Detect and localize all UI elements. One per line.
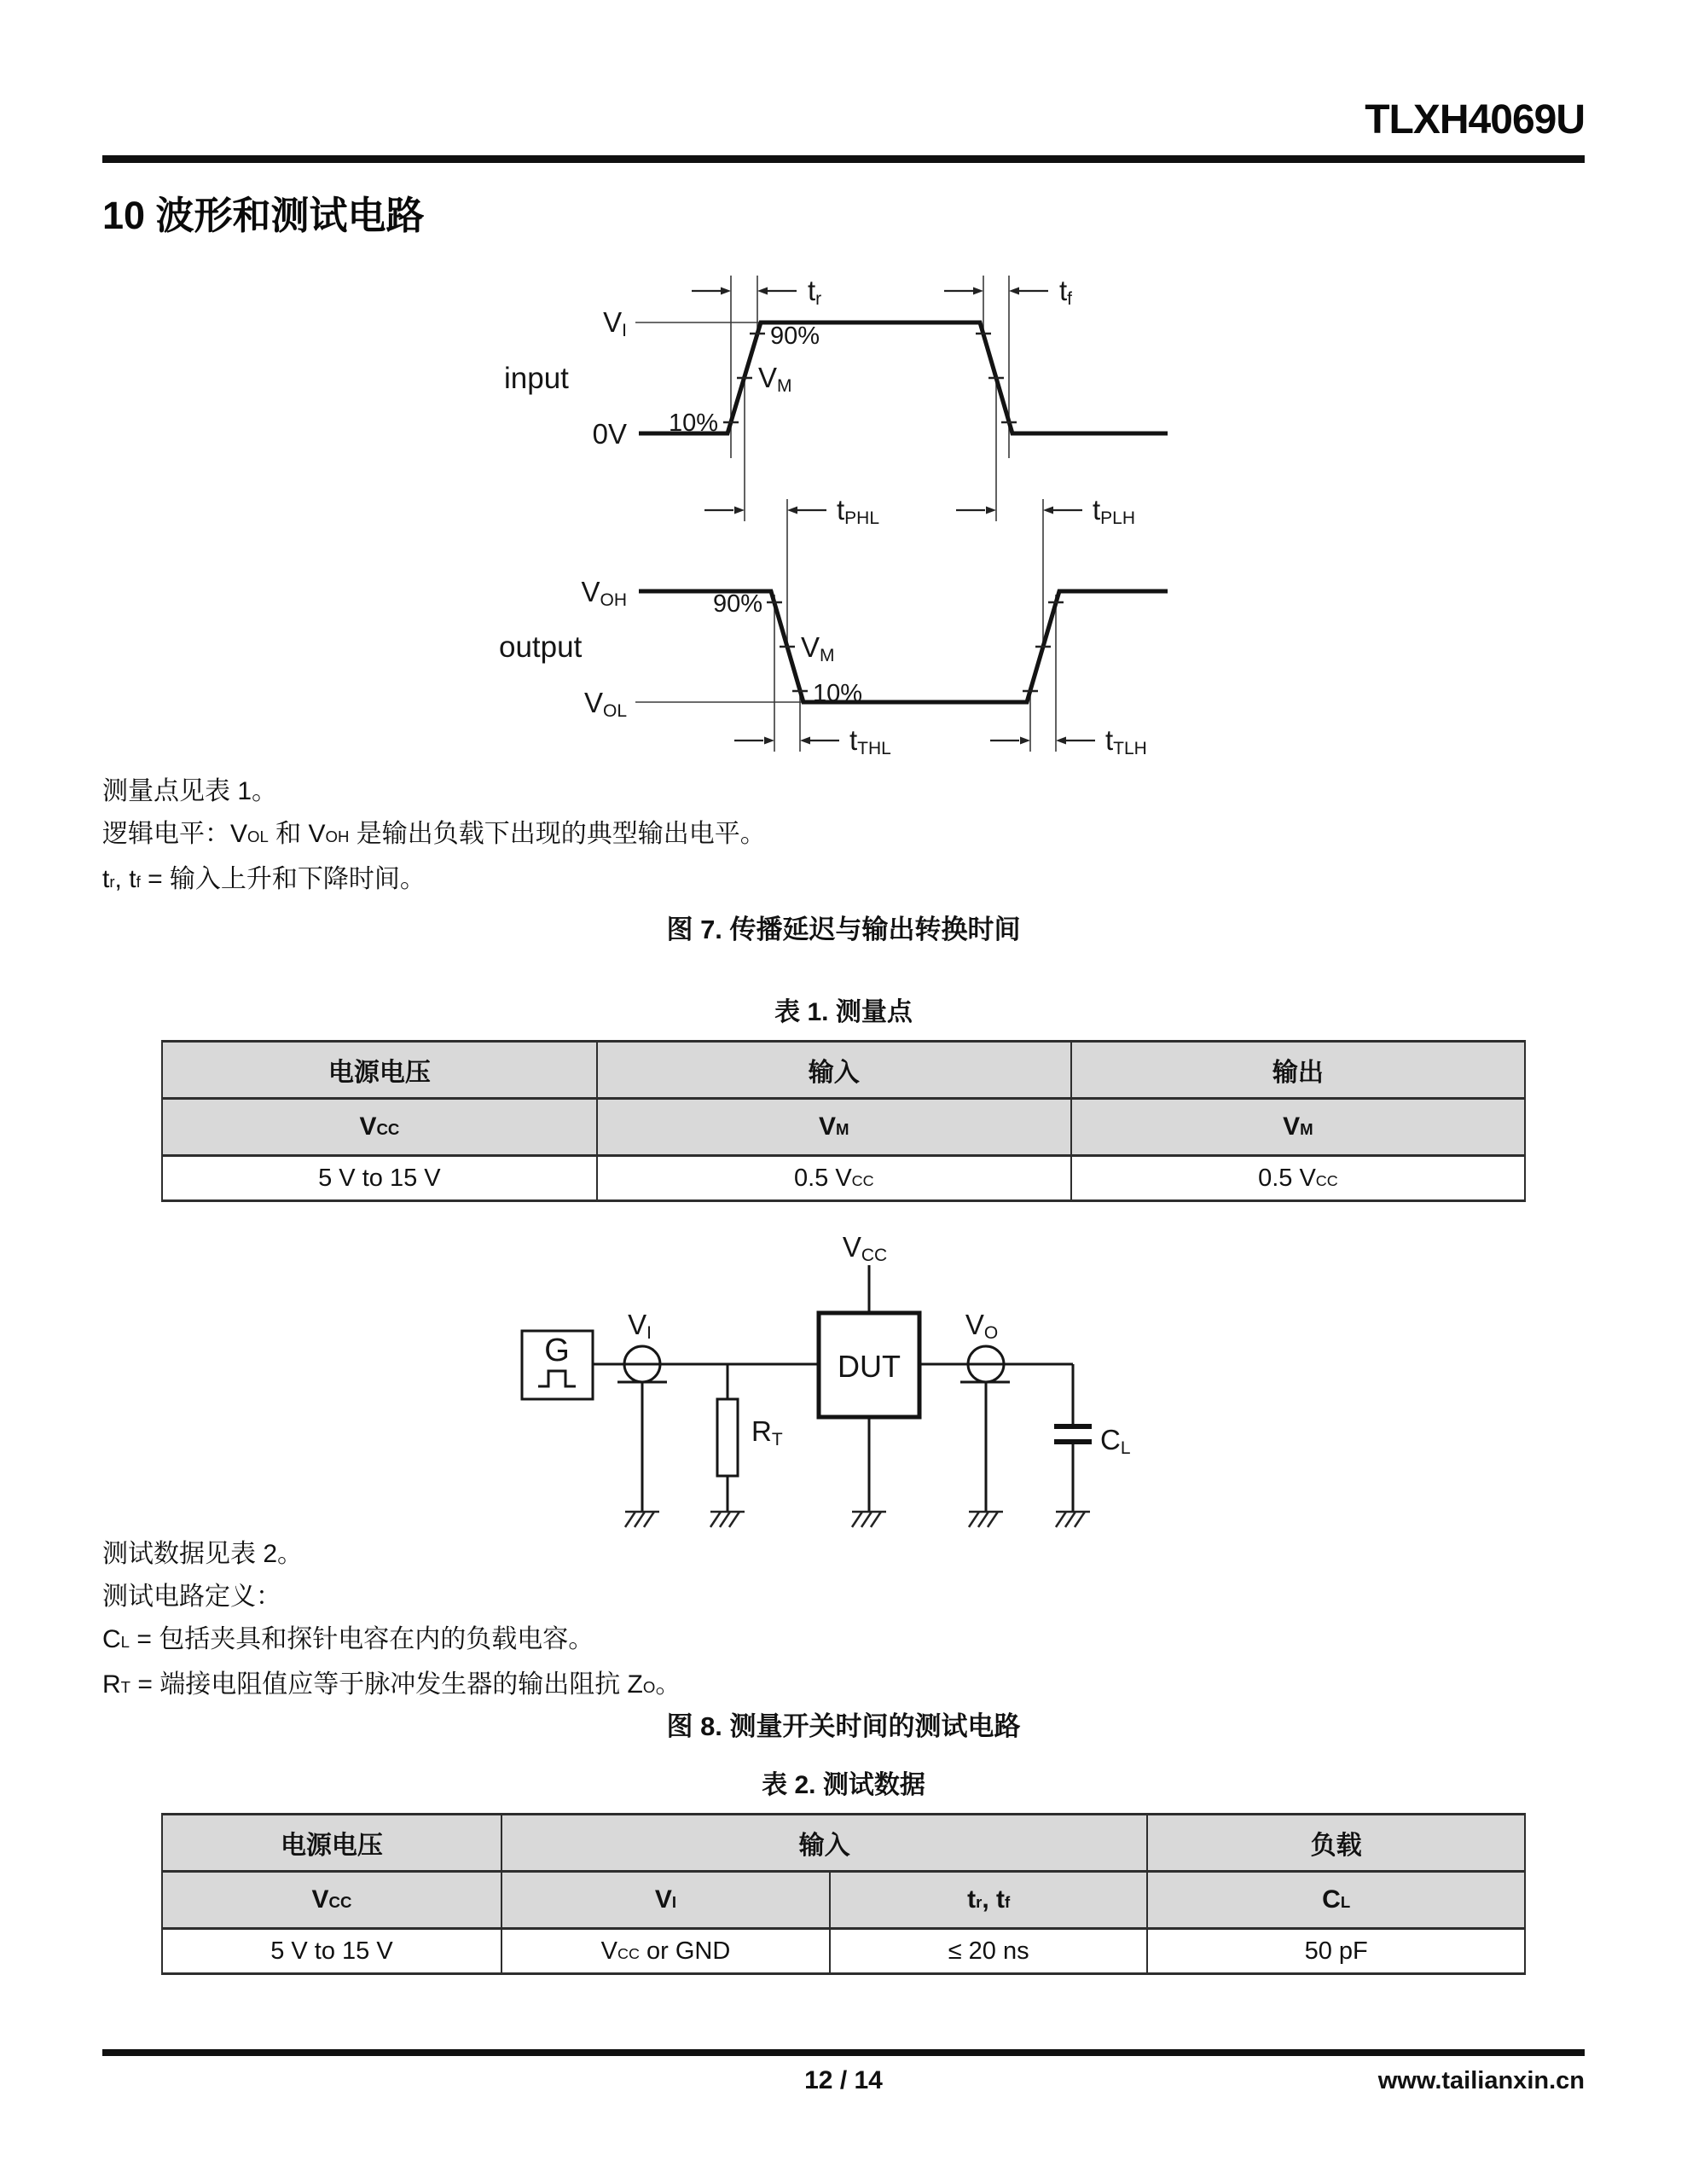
- th-vcc: VCC: [162, 1099, 597, 1156]
- label-0v: 0V: [592, 418, 627, 450]
- table-row: [162, 1099, 1525, 1156]
- tthl-dimension: [734, 724, 891, 758]
- figure7-notes: [102, 770, 1585, 903]
- label-tplh: tPLH: [1093, 494, 1136, 528]
- th-vi: VI: [501, 1872, 830, 1929]
- table-row: [162, 1872, 1525, 1929]
- table-row: [162, 1042, 1525, 1099]
- label-vi: VI: [603, 306, 627, 340]
- th-supply-voltage: 电源电压: [162, 1815, 501, 1872]
- label-vo: VO: [965, 1309, 999, 1343]
- label-tr: tr: [808, 275, 822, 309]
- label-tphl: tPHL: [837, 494, 880, 528]
- label-10pct-output: 10%: [813, 680, 863, 707]
- th-supply-voltage: 电源电压: [162, 1042, 597, 1099]
- cell-vi-value: VCC or GND: [501, 1929, 830, 1974]
- note-measurement-points: 测量点见表 1。: [102, 777, 278, 805]
- dut-box: [819, 1231, 919, 1417]
- figure7-caption: 图 7. 传播延迟与输出转换时间: [666, 915, 1021, 944]
- th-input: 输入: [597, 1042, 1071, 1099]
- figure8-caption: 图 8. 测量开关时间的测试电路: [666, 1711, 1021, 1741]
- page-header: [102, 0, 1585, 163]
- label-vol: VOL: [583, 687, 627, 721]
- table-row: [162, 1156, 1525, 1201]
- section-title: 10 波形和测试电路: [102, 194, 425, 237]
- label-vm-output: VM: [801, 631, 835, 665]
- label-vm-input: VM: [758, 362, 792, 396]
- rt-resistor: [717, 1399, 783, 1476]
- label-voh: VOH: [581, 576, 627, 610]
- th-vcc: VCC: [162, 1872, 501, 1929]
- th-tr-tf: tr, tf: [830, 1872, 1147, 1929]
- note-cl-def: CL = 包括夹具和探针电容在内的负载电容。: [102, 1625, 594, 1653]
- label-10pct-input: 10%: [668, 410, 718, 437]
- th-load: 负载: [1147, 1815, 1525, 1872]
- label-tthl: tTHL: [849, 724, 891, 758]
- label-vcc: VCC: [842, 1231, 888, 1265]
- figure7-waveform-diagram: [468, 250, 1219, 762]
- part-number-title: TLXH4069U: [1365, 97, 1585, 142]
- ground-symbols: [625, 1512, 1090, 1527]
- pulse-generator: [522, 1331, 593, 1399]
- header-rule: [102, 155, 1585, 163]
- table-row: [162, 1815, 1525, 1872]
- cell-vcc-range: 5 V to 15 V: [162, 1156, 597, 1201]
- label-dut: DUT: [838, 1349, 901, 1384]
- cell-trtf-value: ≤ 20 ns: [830, 1929, 1147, 1974]
- note-rise-fall: tr, tf = 输入上升和下降时间。: [102, 865, 426, 893]
- website-url: www.tailianxin.cn: [1377, 2067, 1585, 2094]
- tf-dimension: [944, 275, 1072, 309]
- pulse-icon: [538, 1371, 576, 1386]
- cell-cl-value: 50 pF: [1147, 1929, 1525, 1974]
- label-cl: CL: [1100, 1424, 1131, 1458]
- th-vm-output: VM: [1071, 1099, 1525, 1156]
- label-vi-probe: VI: [628, 1309, 652, 1343]
- label-tf: tf: [1059, 275, 1073, 309]
- label-input: input: [504, 362, 569, 395]
- cell-vm-input: 0.5 VCC: [597, 1156, 1071, 1201]
- vo-probe: [960, 1309, 1010, 1382]
- th-input: 输入: [501, 1815, 1147, 1872]
- note-circuit-defs: 测试电路定义：: [102, 1583, 281, 1611]
- label-ttlh: tTLH: [1105, 724, 1147, 758]
- label-rt: RT: [751, 1415, 783, 1449]
- input-waveform: [639, 322, 1168, 433]
- page-footer: [102, 2049, 1585, 2102]
- footer-rule: [102, 2049, 1585, 2056]
- tr-dimension: [692, 275, 821, 309]
- vi-probe: [617, 1309, 667, 1382]
- table2-caption: 表 2. 测试数据: [762, 1771, 925, 1799]
- cell-vm-output: 0.5 VCC: [1071, 1156, 1525, 1201]
- th-vm-input: VM: [597, 1099, 1071, 1156]
- label-output: output: [499, 630, 583, 664]
- figure8-notes: [102, 1533, 1585, 1709]
- tphl-dimension: [704, 494, 879, 528]
- ttlh-dimension: [990, 724, 1147, 758]
- label-generator: G: [544, 1333, 570, 1368]
- circuit-wires: [593, 1265, 1073, 1512]
- note-rt-def: RT = 端接电阻值应等于脉冲发生器的输出阻抗 ZO。: [102, 1670, 681, 1699]
- th-output: 输出: [1071, 1042, 1525, 1099]
- table-row: [162, 1929, 1525, 1974]
- table2-test-data: [161, 1813, 1526, 1975]
- note-test-data: 测试数据见表 2。: [102, 1540, 304, 1568]
- tplh-dimension: [956, 494, 1135, 528]
- figure8-test-circuit: [519, 1217, 1168, 1533]
- cell-vcc-range: 5 V to 15 V: [162, 1929, 501, 1974]
- page-number: 12 / 14: [804, 2066, 883, 2094]
- table1-caption: 表 1. 测量点: [774, 998, 913, 1026]
- label-90pct-input: 90%: [770, 322, 820, 350]
- table1-measurement-points: [161, 1040, 1526, 1202]
- th-cl: CL: [1147, 1872, 1525, 1929]
- note-logic-levels: 逻辑电平：VOL 和 VOH 是输出负载下出现的典型输出电平。: [102, 820, 766, 848]
- cl-capacitor: [1054, 1424, 1131, 1458]
- label-90pct-output: 90%: [712, 590, 762, 618]
